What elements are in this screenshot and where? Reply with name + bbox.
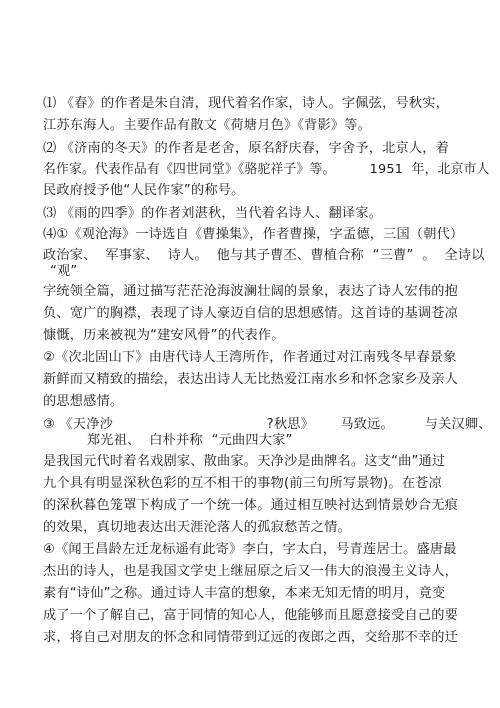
text-line: 素有“诗仙”之称。通过诗人丰富的想象，本来无知无情的明月，竟变 (43, 586, 446, 601)
text-line: ⑴ 《春》的作者是朱自清，现代着名作家，诗人。字佩弦，号秋实， (43, 96, 450, 111)
text-line: 的深秋暮色笼罩下构成了一个统一体。通过相互映衬达到情景妙合无痕 (43, 498, 459, 513)
text-line: 九个具有明显深秋色彩的互不相干的事物(前三句所写景物)。在苍凉 (43, 476, 442, 491)
text-line: 字统领全篇，通过描写茫茫沧海波澜壮阔的景象，表达了诗人宏伟的抱 (43, 284, 459, 299)
text-line: 郑光祖、 白朴并称 “元曲四大家” (43, 433, 293, 448)
text-line: ⑶ 《雨的四季》的作者刘湛秋，当代着名诗人、翻译家。 (43, 206, 383, 221)
text-line: 成了一个了解自己，富于同情的知心人，他能够而且愿意接受自己的要 (43, 608, 459, 623)
text-line: 的思想感情。 (43, 394, 124, 409)
text-line: 政治家、 军事家、 诗人。 他与其子曹丕、曹植合称 “三曹” 。 全诗以 (43, 248, 485, 263)
text-line: 新鲜而又精致的描绘，表达出诗人无比热爱江南水乡和怀念家乡及亲人 (43, 372, 459, 387)
text-line: 是我国元代时着名戏剧家、散曲家。天净沙是曲牌名。这支“曲”通过 (43, 454, 446, 469)
text-line: 民政府授予他“人民作家”的称号。 (43, 183, 245, 198)
text-line: 杰出的诗人，也是我国文学史上继屈原之后又一伟大的浪漫主义诗人， (43, 564, 459, 579)
text-line: 的效果，真切地表达出天涯沦落人的孤寂愁苦之情。 (43, 520, 351, 535)
text-line: 慷慨，历来被视为“建安风骨”的代表作。 (43, 328, 285, 343)
text-line: 求，将自己对朋友的怀念和同情带到辽远的夜郎之西，交给那不幸的迁 (43, 630, 459, 645)
text-line: ③ 《天净沙 ?秋思》 马致远。 与关汉卿、 (43, 417, 492, 432)
text-line: 江苏东海人。主要作品有散文《荷塘月色》《背影》等。 (43, 118, 372, 133)
text-line: 名作家。代表作品有《四世同堂》《骆驼祥子》等。 1951 年，北京市人 (43, 162, 490, 177)
text-line: ②《次北固山下》由唐代诗人王湾所作，作者通过对江南残冬早春景象 (43, 350, 457, 365)
text-line: “观” (50, 264, 78, 279)
text-line: ④《闻王昌龄左迁龙标遥有此寄》李白，字太白，号青莲居士。盛唐最 (43, 542, 457, 557)
text-line: 负、宽广的胸襟，表现了诗人豪迈自信的思想感情。这首诗的基调苍凉 (43, 306, 459, 321)
text-line: ⑵ 《济南的冬天》的作者是老舍，原名舒庆春，字舍予，北京人，着 (43, 141, 450, 156)
text-line: ⑷①《观沧海》一诗选自《曹操集》，作者曹操，字孟德，三国（朝代） (43, 227, 464, 242)
